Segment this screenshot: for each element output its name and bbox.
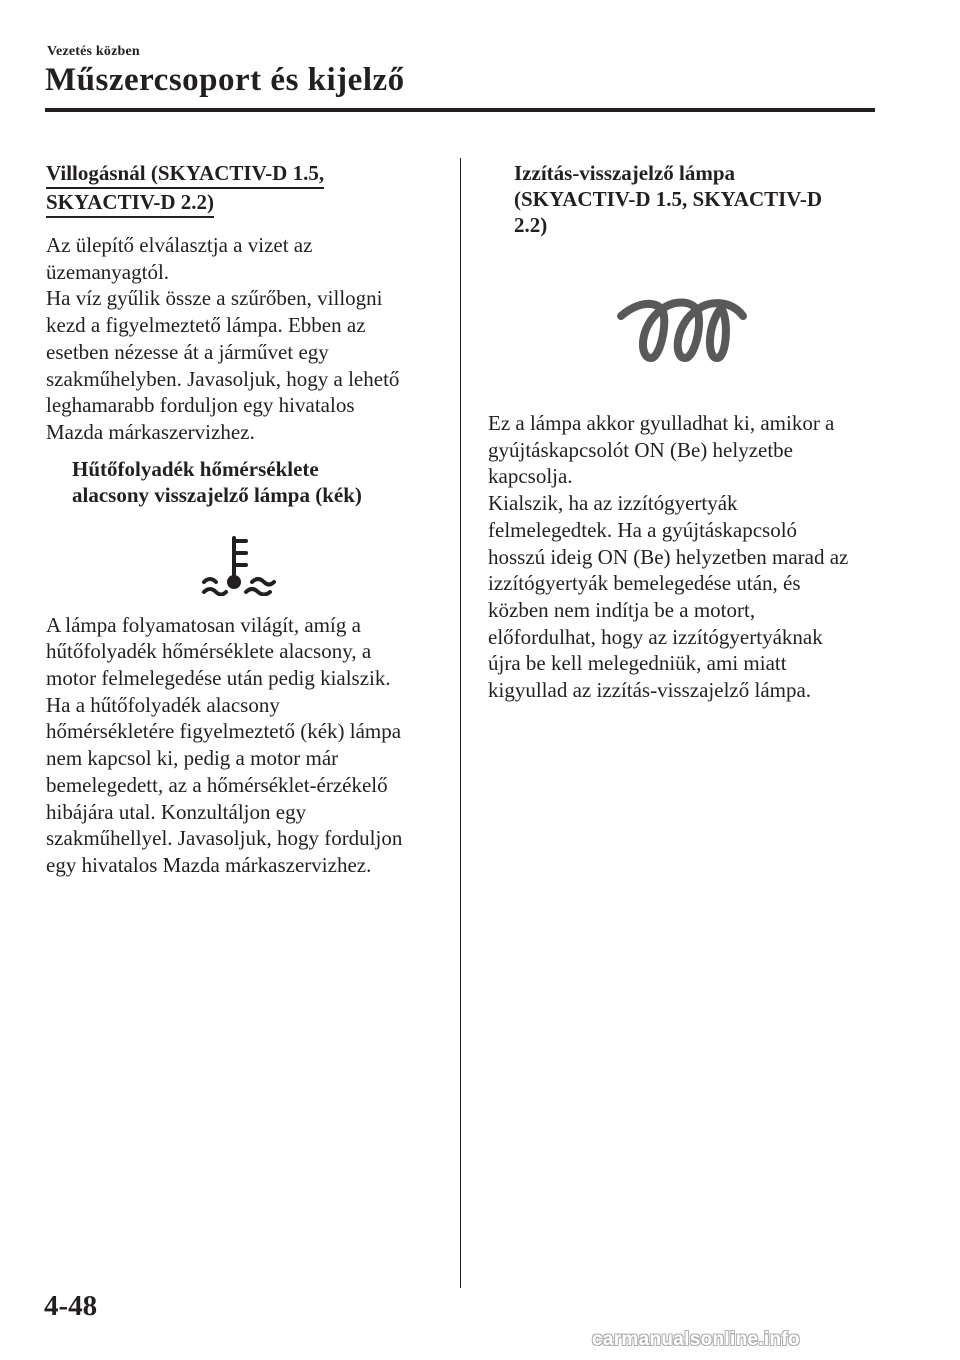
paragraph-line: hosszú ideig ON (Be) helyzetben marad az bbox=[488, 544, 849, 569]
coolant-lamp-heading bbox=[72, 456, 441, 508]
paragraph-line: bemelegedett, az a hőmérséklet-érzékelő bbox=[46, 772, 388, 797]
left-column bbox=[46, 160, 441, 887]
heading-line: Hűtőfolyadék hőmérséklete bbox=[72, 456, 319, 481]
heading-line: Izzítás-visszajelző lámpa bbox=[514, 161, 736, 185]
paragraph-line: Mazda márkaszervizhez. bbox=[46, 419, 255, 444]
coolant-lamp-paragraph bbox=[46, 612, 441, 879]
glow-plug-icon bbox=[617, 296, 747, 364]
column-divider bbox=[460, 158, 461, 1288]
paragraph-line: közben nem indítja be a motort, bbox=[488, 597, 756, 622]
paragraph-line: szakműhellyel. Javasoljuk, hogy forduljon bbox=[46, 826, 403, 851]
paragraph-line: kezd a figyelmeztető lámpa. Ebben az bbox=[46, 313, 366, 338]
paragraph-line: kigyullad az izzítás-visszajelző lámpa. bbox=[488, 678, 812, 703]
paragraph-line: Ez a lámpa akkor gyulladhat ki, amikor a bbox=[488, 411, 835, 435]
paragraph-line: egy hivatalos Mazda márkaszervizhez. bbox=[46, 852, 372, 877]
section-heading bbox=[46, 160, 441, 218]
section-paragraph bbox=[46, 232, 441, 446]
paragraph-line: nem kapcsol ki, pedig a motor már bbox=[46, 746, 339, 771]
section-heading-line: SKYACTIV-D 2.2) bbox=[46, 189, 214, 218]
paragraph-line: szakműhelyben. Javasoljuk, hogy a lehető bbox=[46, 366, 400, 391]
heading-line: (SKYACTIV-D 1.5, SKYACTIV-D bbox=[514, 187, 823, 211]
paragraph-line: hőmérsékletére figyelmeztető (kék) lámpa bbox=[46, 719, 402, 744]
paragraph-line: leghamarabb forduljon egy hivatalos bbox=[46, 393, 355, 418]
heading-line: alacsony visszajelző lámpa (kék) bbox=[72, 482, 362, 507]
chapter-label: Vezetés közben bbox=[47, 44, 140, 59]
paragraph-line: Kialszik, ha az izzítógyertyák bbox=[488, 491, 738, 516]
title-rule bbox=[45, 108, 875, 112]
glow-lamp-heading bbox=[514, 160, 888, 238]
page-number: 4-48 bbox=[44, 1290, 98, 1322]
paragraph-line: A lámpa folyamatosan világít, amíg a bbox=[46, 612, 361, 637]
page-title: Műszercsoport és kijelző bbox=[45, 62, 405, 98]
watermark: carmanualsonline.info bbox=[592, 1329, 800, 1350]
paragraph-line: esetben nézesse át a járművet egy bbox=[46, 339, 329, 364]
paragraph-line: felmelegedtek. Ha a gyújtáskapcsoló bbox=[488, 517, 798, 542]
paragraph-line: hűtőfolyadék hőmérséklete alacsony, a bbox=[46, 639, 372, 664]
paragraph-line: kapcsolja. bbox=[488, 464, 573, 489]
paragraph-line: gyújtáskapcsolót ON (Be) helyzetbe bbox=[488, 437, 793, 462]
section-heading-line: Villogásnál (SKYACTIV-D 1.5, bbox=[46, 160, 324, 189]
paragraph-line: izzítógyertyák bemelegedése után, és bbox=[488, 571, 801, 596]
coolant-temperature-icon bbox=[200, 534, 278, 596]
paragraph-line: üzemanyagtól. bbox=[46, 259, 170, 284]
paragraph-line: újra be kell melegedniük, ami miatt bbox=[488, 651, 787, 676]
paragraph-line: Ha a hűtőfolyadék alacsony bbox=[46, 692, 280, 717]
paragraph-line: Az ülepítő elválasztja a vizet az bbox=[46, 233, 313, 257]
heading-line: 2.2) bbox=[514, 213, 548, 237]
paragraph-line: előfordulhat, hogy az izzítógyertyáknak bbox=[488, 624, 823, 649]
right-column bbox=[488, 160, 888, 712]
paragraph-line: motor felmelegedése után pedig kialszik. bbox=[46, 666, 391, 691]
paragraph-line: Ha víz gyűlik össze a szűrőben, villogni bbox=[46, 286, 383, 311]
paragraph-line: hibájára utal. Konzultáljon egy bbox=[46, 799, 307, 824]
glow-lamp-paragraph bbox=[488, 410, 888, 704]
